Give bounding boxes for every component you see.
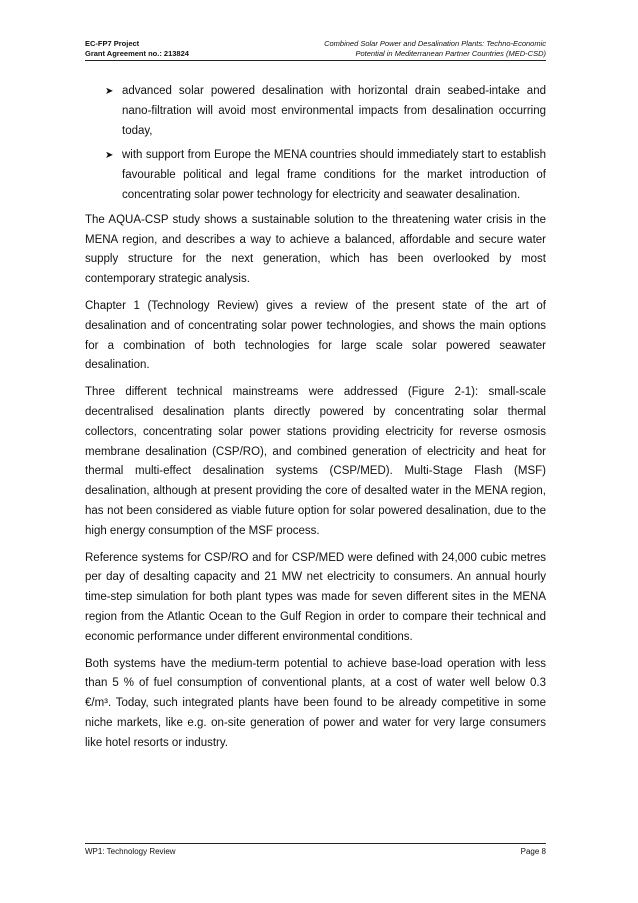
header-title-line1: Combined Solar Power and Desalination Plants: Techno-Economic [324,39,546,48]
paragraph: Three different technical mainstreams were addressed (Figure 2-1): small-scale decentralised desalination plants directly powered by concentrating solar thermal collectors, concentrating solar power stations providing electricity for reverse osmosis membrane desalination (CSP/RO), and combined generation of electricity and heat for thermal multi-effect desalination systems (CSP/MED). Multi-Stage Flash (MSF) desalination, although at present providing the core of desalted water in the MENA region, has not been considered as viable future option for solar powered desalination, due to the high energy consumption of the MSF process. [85,386,546,537]
list-item [85,146,546,205]
footer-divider [85,843,546,844]
header-divider [85,60,546,61]
arrow-bullet-icon: ➤ [105,150,114,162]
header-document-title [324,39,546,59]
list-item [85,82,546,141]
paragraph: Reference systems for CSP/RO and for CSP/MED were defined with 24,000 cubic metres per day of desalting capacity and 21 MW net electricity to consumers. An annual hourly time-step simulation for both plant types was made for seven different sites in the MENA region from the Atlantic Ocean to the Gulf Region in order to compare their technical and economic performance under different environmental conditions. [85,551,546,643]
header-project-name: EC-FP7 Project [85,39,140,48]
footer-page-number: Page 8 [520,847,546,856]
paragraph: Both systems have the medium-term potential to achieve base-load operation with less than 5 % of fuel consumption of conventional plants, at a cost of water well below 0.3 €/m³. Today, such integrated plants have been found to be already competitive in some niche markets, like e.g. on-site generation of power and water for very large consumers like hotel resorts or industry. [85,657,546,749]
header-grant-agreement: Grant Agreement no.: 213824 [85,49,189,58]
paragraph: Chapter 1 (Technology Review) gives a review of the present state of the art of desalination and of concentrating solar power technologies, and shows the main options for a combination of both technologies for large scale solar powered seawater desalination. [85,299,546,372]
page-body [85,82,546,761]
header-title-line2: Potential in Mediterranean Partner Countries (MED-CSD) [355,49,546,58]
header-project-info [85,39,189,59]
footer-section-name: WP1: Technology Review [85,847,176,856]
bullet-text: advanced solar powered desalination with horizontal drain seabed-intake and nano-filtration will avoid most environmental impacts from desalination occurring today, [122,85,546,137]
paragraph: The AQUA-CSP study shows a sustainable solution to the threatening water crisis in the MENA region, and describes a way to achieve a balanced, affordable and secure water supply structure for the next generation, which has been overlooked by most contemporary strategic analysis. [85,213,546,286]
bullet-list [85,82,546,206]
arrow-bullet-icon: ➤ [105,86,114,97]
bullet-text: with support from Europe the MENA countries should immediately start to establish favourable political and legal frame conditions for the market introduction of concentrating solar power technology for electricity and seawater desalination. [122,149,546,201]
